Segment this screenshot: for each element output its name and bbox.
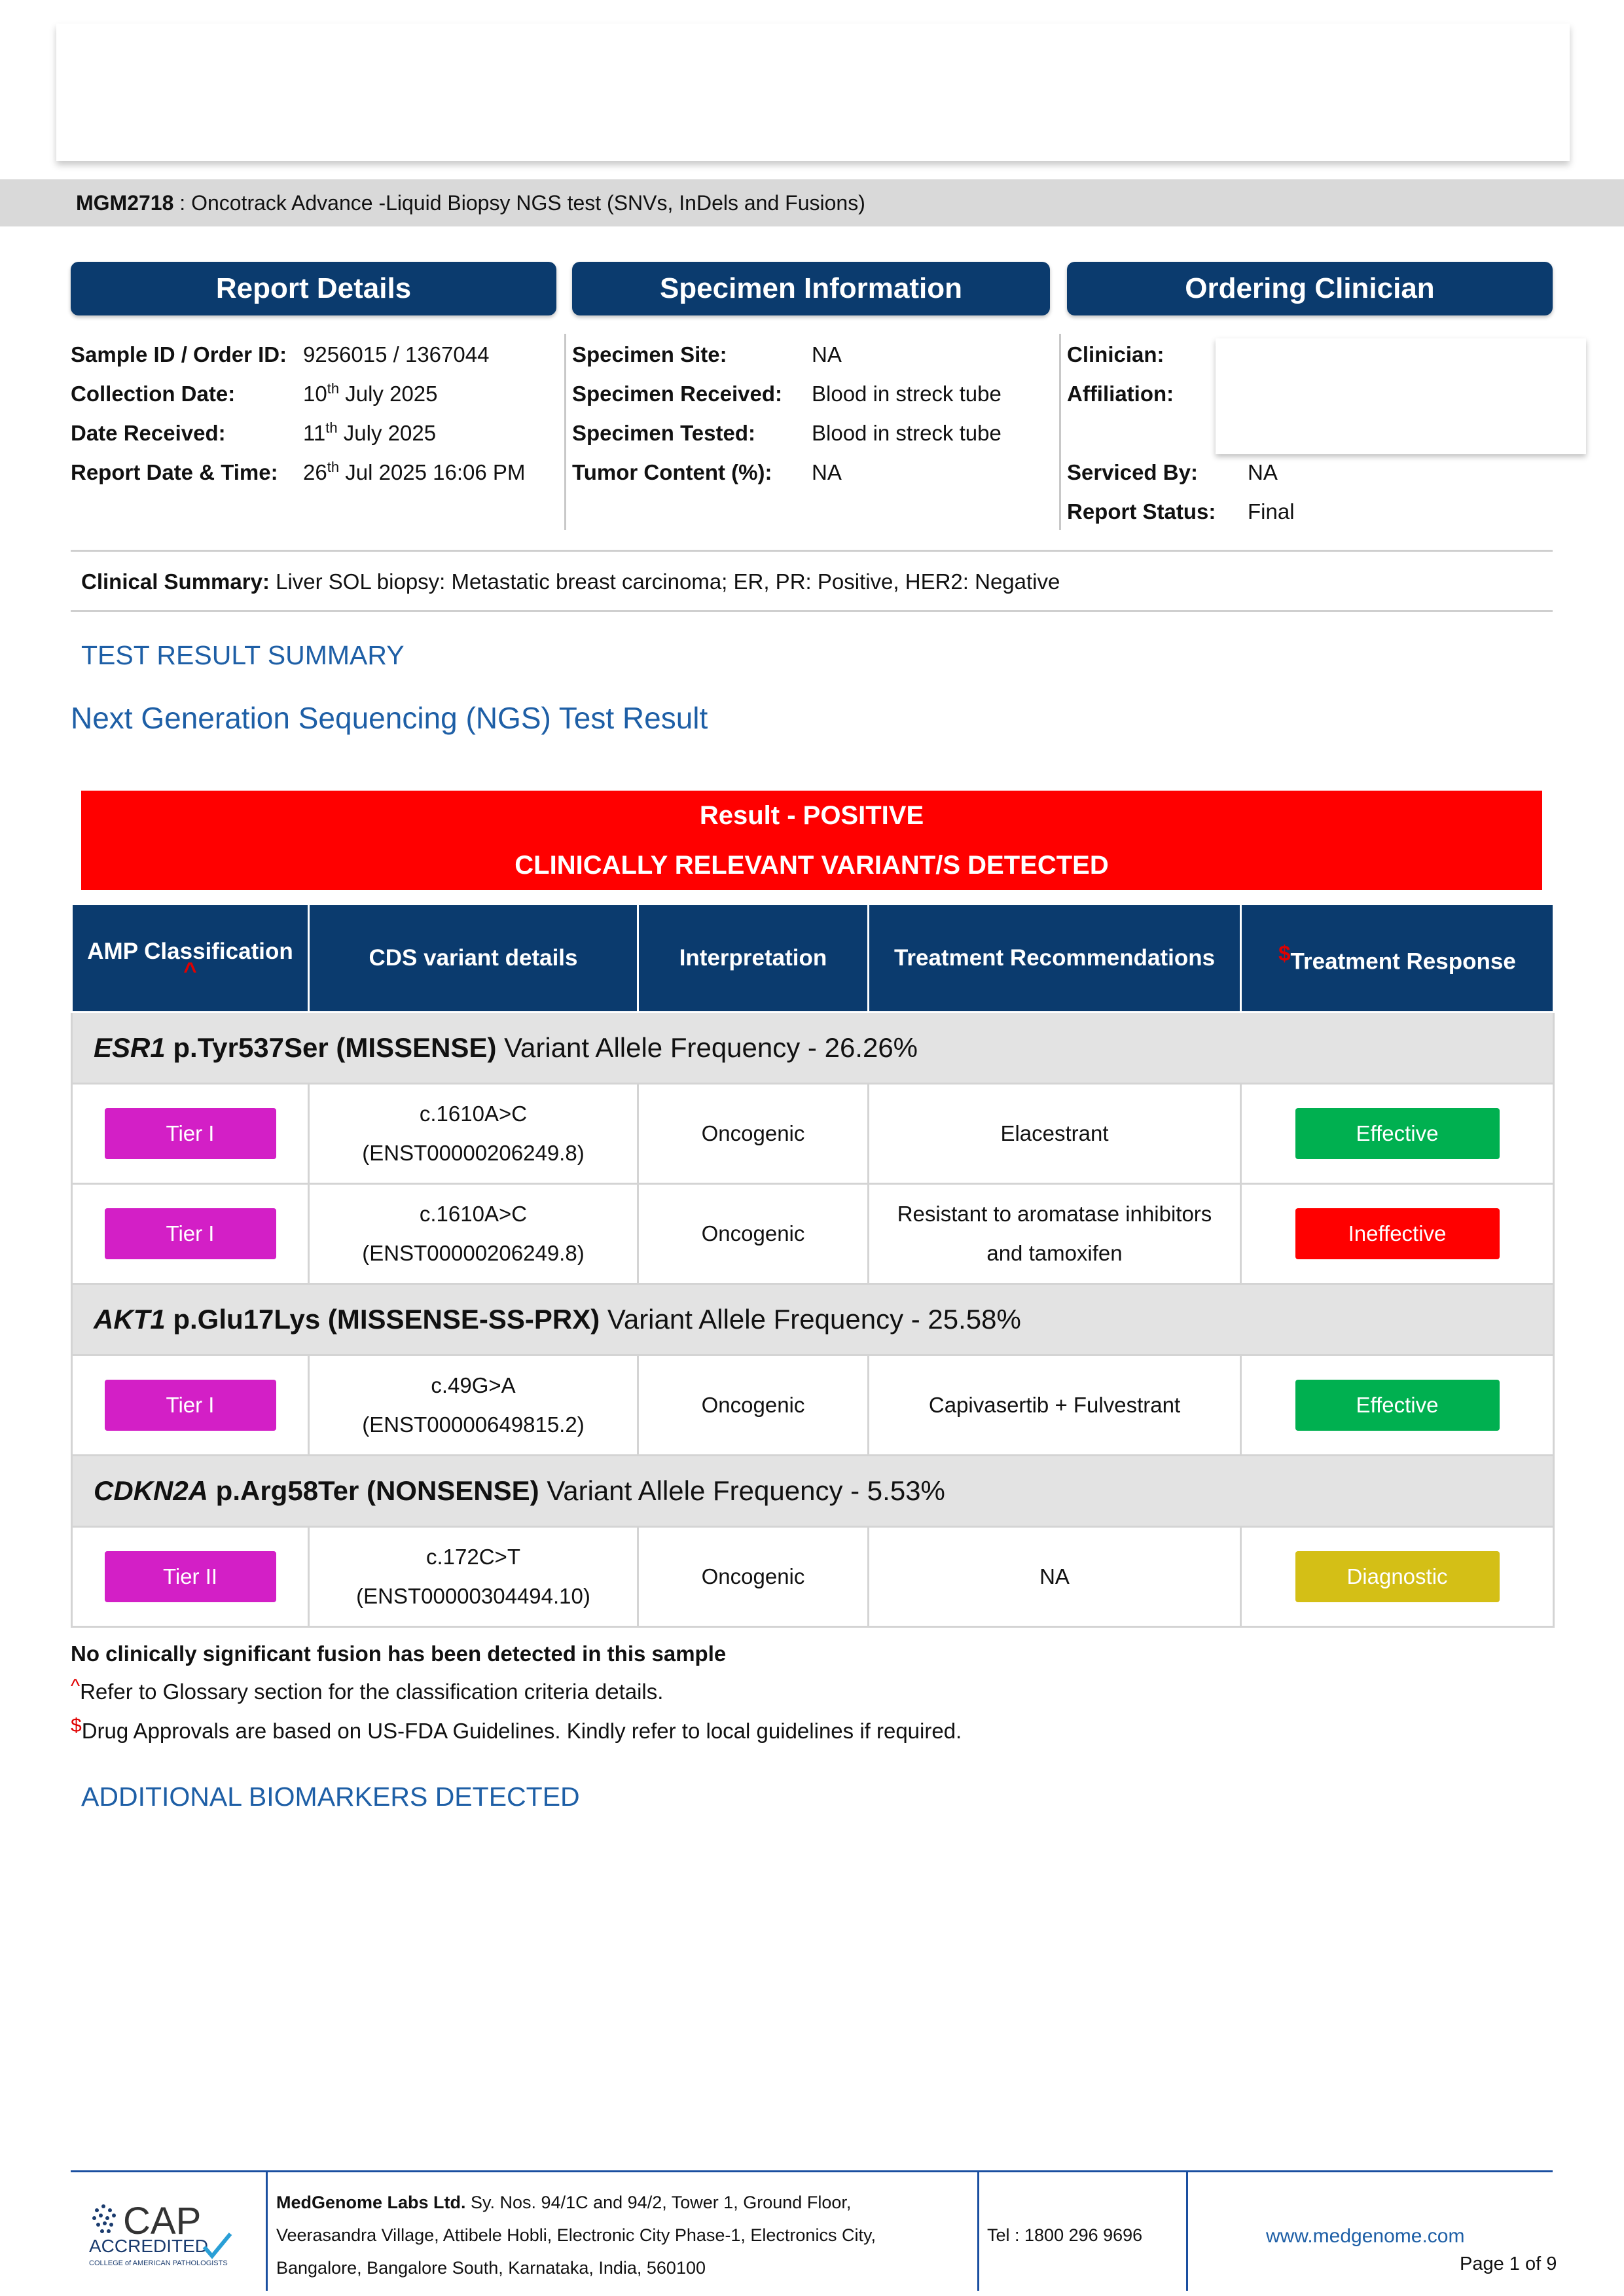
report-details-header: Report Details	[71, 262, 556, 315]
footer-divider	[977, 2170, 979, 2291]
response-cell	[1241, 1184, 1554, 1284]
date-received-value: 11th July 2025	[303, 420, 437, 445]
glossary-note: ^Refer to Glossary section for the classification criteria details.	[71, 1676, 664, 1704]
footer-rule	[71, 2170, 1553, 2172]
response-badge: Diagnostic	[1295, 1551, 1500, 1602]
test-name-bar	[0, 179, 1624, 226]
column-divider	[564, 334, 566, 530]
treatment-line: Capivasertib + Fulvestrant	[928, 1393, 1181, 1417]
interpretation-cell: Oncogenic	[638, 1527, 869, 1627]
collection-date-value: 10th July 2025	[303, 380, 438, 406]
clinician-values	[1248, 453, 1295, 531]
treatment-cell	[869, 1527, 1241, 1627]
transcript-id: (ENST00000649815.2)	[362, 1412, 585, 1437]
amp-tier-cell	[72, 1184, 309, 1284]
serviced-by-value: NA	[1248, 460, 1278, 484]
footer-divider	[266, 2170, 268, 2291]
clinician-labels	[1067, 335, 1216, 531]
collection-date-label: Collection Date:	[71, 382, 236, 406]
cds-change: c.172C>T	[426, 1545, 520, 1569]
variant-row	[72, 1184, 1554, 1284]
treatment-cell	[869, 1355, 1241, 1456]
gene-symbol: ESR1	[94, 1032, 166, 1063]
cds-cell	[309, 1184, 638, 1284]
letterhead-box	[56, 24, 1570, 161]
report-details-labels	[71, 335, 287, 492]
protein-change: p.Tyr537Ser (MISSENSE)	[165, 1032, 497, 1063]
gene-row	[72, 1456, 1554, 1527]
specimen-values	[812, 335, 1001, 492]
svg-text:COLLEGE of AMERICAN PATHOLOGIS: COLLEGE of AMERICAN PATHOLOGISTS	[89, 2259, 228, 2267]
amp-tier-cell	[72, 1355, 309, 1456]
amp-tier-cell	[72, 1527, 309, 1627]
tier-badge: Tier II	[105, 1551, 276, 1602]
cds-cell	[309, 1355, 638, 1456]
transcript-id: (ENST00000206249.8)	[362, 1141, 585, 1165]
response-badge: Effective	[1295, 1108, 1500, 1159]
specimen-site-label: Specimen Site:	[572, 342, 727, 367]
serviced-by-label: Serviced By:	[1067, 460, 1198, 484]
report-status-label: Report Status:	[1067, 499, 1216, 524]
report-date-label: Report Date & Time:	[71, 460, 278, 484]
treatment-line: NA	[1039, 1564, 1070, 1588]
clinical-summary	[81, 569, 1060, 594]
tumor-content-label: Tumor Content (%):	[572, 460, 772, 484]
interpretation-cell: Oncogenic	[638, 1084, 869, 1184]
ngs-result-title: Next Generation Sequencing (NGS) Test Result	[71, 701, 708, 735]
specimen-received-value: Blood in streck tube	[812, 382, 1001, 406]
date-received-label: Date Received:	[71, 421, 226, 445]
cds-change: c.1610A>C	[419, 1202, 528, 1226]
table-header-row	[72, 905, 1554, 1013]
amp-classification-header: AMP Classification ^	[72, 905, 309, 1013]
response-cell	[1241, 1355, 1554, 1456]
svg-text:CAP: CAP	[123, 2200, 202, 2242]
variant-row	[72, 1084, 1554, 1184]
gene-heading	[72, 1284, 1554, 1355]
interpretation-header: Interpretation	[638, 905, 869, 1013]
response-badge: Effective	[1295, 1380, 1500, 1431]
cds-change: c.1610A>C	[419, 1102, 528, 1126]
tier-badge: Tier I	[105, 1208, 276, 1259]
website-link[interactable]: www.medgenome.com	[1266, 2225, 1465, 2247]
treatment-recommendations-header: Treatment Recommendations	[869, 905, 1241, 1013]
transcript-id: (ENST00000304494.10)	[356, 1584, 590, 1608]
response-cell	[1241, 1084, 1554, 1184]
treatment-line: and tamoxifen	[986, 1241, 1123, 1265]
tier-badge: Tier I	[105, 1108, 276, 1159]
test-name: : Oncotrack Advance -Liquid Biopsy NGS test (SNVs, InDels and Fusions)	[173, 191, 865, 215]
test-code: MGM2718	[76, 191, 174, 215]
treatment-cell	[869, 1084, 1241, 1184]
fda-note: $Drug Approvals are based on US-FDA Guidelines. Kindly refer to local guidelines if required.	[71, 1715, 962, 1743]
redacted-clinician-box	[1216, 338, 1586, 454]
specimen-information-header: Specimen Information	[572, 262, 1050, 315]
fusion-note: No clinically significant fusion has been detected in this sample	[71, 1641, 727, 1666]
interpretation-cell: Oncogenic	[638, 1184, 869, 1284]
clinical-summary-label: Clinical Summary:	[81, 569, 270, 594]
amp-tier-cell	[72, 1084, 309, 1184]
cap-accredited-logo	[85, 2196, 249, 2271]
specimen-labels	[572, 335, 782, 492]
cds-change: c.49G>A	[431, 1373, 516, 1397]
cds-cell	[309, 1084, 638, 1184]
variant-allele-frequency: Variant Allele Frequency - 26.26%	[496, 1032, 918, 1063]
treatment-response-header: $Treatment Response	[1241, 905, 1554, 1013]
tier-badge: Tier I	[105, 1380, 276, 1431]
column-divider	[1059, 334, 1061, 530]
result-status: Result - POSITIVE	[699, 801, 924, 830]
gene-heading	[72, 1013, 1554, 1084]
ordering-clinician-header: Ordering Clinician	[1067, 262, 1553, 315]
result-banner	[81, 791, 1542, 890]
affiliation-label: Affiliation:	[1067, 382, 1174, 406]
specimen-site-value: NA	[812, 342, 842, 367]
specimen-tested-value: Blood in streck tube	[812, 421, 1001, 445]
protein-change: p.Glu17Lys (MISSENSE-SS-PRX)	[165, 1304, 600, 1335]
clinical-summary-text: Liver SOL biopsy: Metastatic breast carcinoma; ER, PR: Positive, HER2: Negative	[269, 569, 1060, 594]
footer-tel: Tel : 1800 296 9696	[987, 2225, 1143, 2245]
caret-mark: ^	[183, 958, 197, 984]
gene-symbol: AKT1	[94, 1304, 166, 1335]
response-badge: Ineffective	[1295, 1208, 1500, 1259]
page-number: Page 1 of 9	[1460, 2253, 1557, 2274]
divider	[71, 550, 1553, 552]
interpretation-cell: Oncogenic	[638, 1355, 869, 1456]
variant-row	[72, 1355, 1554, 1456]
report-status-value: Final	[1248, 499, 1295, 524]
treatment-line: Resistant to aromatase inhibitors	[897, 1202, 1212, 1226]
specimen-received-label: Specimen Received:	[572, 382, 782, 406]
protein-change: p.Arg58Ter (NONSENSE)	[208, 1475, 539, 1506]
variant-allele-frequency: Variant Allele Frequency - 5.53%	[539, 1475, 945, 1506]
footer-address: MedGenome Labs Ltd. Sy. Nos. 94/1C and 94/2, Tower 1, Ground Floor, Veerasandra Village, Attibele Hobli, Electronic City Phase-1, Electronics City, Bangalore, Bangalore South, Karnataka, India, 560100	[276, 2193, 876, 2278]
cds-variant-header: CDS variant details	[309, 905, 638, 1013]
treatment-line: Elacestrant	[1000, 1121, 1109, 1145]
gene-row	[72, 1013, 1554, 1084]
gene-row	[72, 1284, 1554, 1355]
variant-table	[71, 903, 1555, 1628]
result-subtitle: CLINICALLY RELEVANT VARIANT/S DETECTED	[514, 851, 1109, 880]
report-date-value: 26th Jul 2025 16:06 PM	[303, 459, 526, 484]
sample-id-label: Sample ID / Order ID:	[71, 342, 287, 367]
clinician-label: Clinician:	[1067, 342, 1164, 367]
tumor-content-value: NA	[812, 460, 842, 484]
transcript-id: (ENST00000206249.8)	[362, 1241, 585, 1265]
response-cell	[1241, 1527, 1554, 1627]
gene-heading	[72, 1456, 1554, 1527]
cds-cell	[309, 1527, 638, 1627]
company-name: MedGenome Labs Ltd.	[276, 2193, 466, 2212]
variant-row	[72, 1527, 1554, 1627]
treatment-cell	[869, 1184, 1241, 1284]
gene-symbol: CDKN2A	[94, 1475, 209, 1506]
divider	[71, 610, 1553, 612]
test-result-summary-title: TEST RESULT SUMMARY	[81, 640, 405, 670]
svg-text:ACCREDITED: ACCREDITED	[89, 2236, 209, 2256]
variant-allele-frequency: Variant Allele Frequency - 25.58%	[600, 1304, 1021, 1335]
sample-id-value: 9256015 / 1367044	[303, 342, 490, 367]
additional-biomarkers-title: ADDITIONAL BIOMARKERS DETECTED	[81, 1782, 580, 1812]
footer-divider	[1186, 2170, 1188, 2291]
report-details-values	[303, 335, 525, 492]
specimen-tested-label: Specimen Tested:	[572, 421, 755, 445]
